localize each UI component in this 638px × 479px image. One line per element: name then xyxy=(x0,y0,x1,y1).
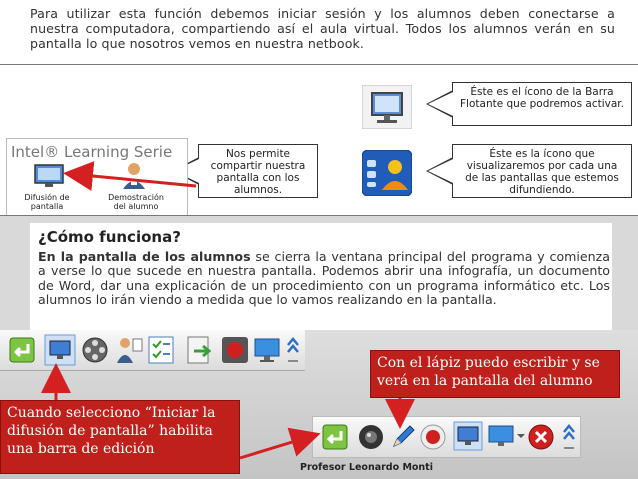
close-icon[interactable] xyxy=(527,423,555,455)
broadcast-user-icon[interactable] xyxy=(362,150,412,196)
pencil-icon[interactable] xyxy=(389,423,417,455)
return-icon[interactable] xyxy=(8,336,36,368)
monitor-dropdown-icon[interactable] xyxy=(487,423,527,455)
intel-learning-panel xyxy=(6,138,188,216)
how-it-works-body: se cierra la ventana principal del programa y comienza a verse lo que sucede en nuestra pantalla. Podemos abrir una infografía, un documento de Word, dar una explicación de un procedimiento con un programa informático etc. Los alumnos lo irán viendo a medida que lo vamos realizando en la pantalla. xyxy=(38,249,610,308)
send-file-icon[interactable] xyxy=(184,335,214,369)
callout-share-screen: Nos permite compartir nuestra pantalla con los alumnos. xyxy=(198,144,318,198)
how-it-works-title: ¿Cómo funciona? xyxy=(38,228,181,246)
footer-author: Profesor Leonardo Monti xyxy=(300,462,433,473)
divider-mid xyxy=(0,215,638,216)
how-it-works-lead: En la pantalla de los alumnos xyxy=(38,249,251,264)
screen-broadcast-icon[interactable] xyxy=(33,163,65,193)
student-demo-label: Demostración del alumno xyxy=(108,193,164,211)
monitor-icon[interactable] xyxy=(252,335,282,369)
broadcast-info-box: Cuando selecciono “Iniciar la difusión de pantalla” habilita una barra de edición xyxy=(0,400,240,474)
callout-floating-bar: Éste es el ícono de la Barra Flotante que podremos activar. xyxy=(452,82,632,126)
camera-lens-icon[interactable] xyxy=(357,423,385,455)
callout-broadcast-icon: Éste es la ícono que visualizaremos por cada una de las pantallas que estemos difundiendo. xyxy=(452,144,632,198)
collapse-edit-toolbar-icon[interactable] xyxy=(561,421,577,457)
return-icon-edit[interactable] xyxy=(321,423,349,455)
screen-broadcast-label: Difusión de pantalla xyxy=(24,193,70,211)
how-it-works-text xyxy=(38,250,610,308)
edit-toolbar xyxy=(312,416,581,458)
collapse-toolbar-icon[interactable] xyxy=(285,334,301,370)
film-reel-icon[interactable] xyxy=(80,335,110,369)
divider-top xyxy=(0,64,638,65)
presenter-icon[interactable] xyxy=(114,335,144,369)
intro-text: Para utilizar esta función debemos iniciar sesión y los alumnos deben conectarse a nuestra computadora, compartiendo así el aula virtual. Todos los alumnos verán en su pantalla lo que nosotros vemos en nuestra netbook. xyxy=(30,6,615,51)
checklist-icon[interactable] xyxy=(146,335,176,369)
student-demo-icon[interactable] xyxy=(119,161,149,195)
stop-record-icon[interactable] xyxy=(419,423,447,455)
pencil-info-box: Con el lápiz puedo escribir y se verá en la pantalla del alumno xyxy=(370,350,620,398)
floating-toolbar-top xyxy=(0,330,305,371)
floating-bar-icon[interactable] xyxy=(362,85,412,129)
record-icon[interactable] xyxy=(220,335,250,369)
screen-broadcast-icon-edit[interactable] xyxy=(453,421,483,455)
screen-broadcast-icon-toolbar[interactable] xyxy=(44,334,76,370)
intel-panel-title: Intel® Learning Serie xyxy=(11,143,173,161)
